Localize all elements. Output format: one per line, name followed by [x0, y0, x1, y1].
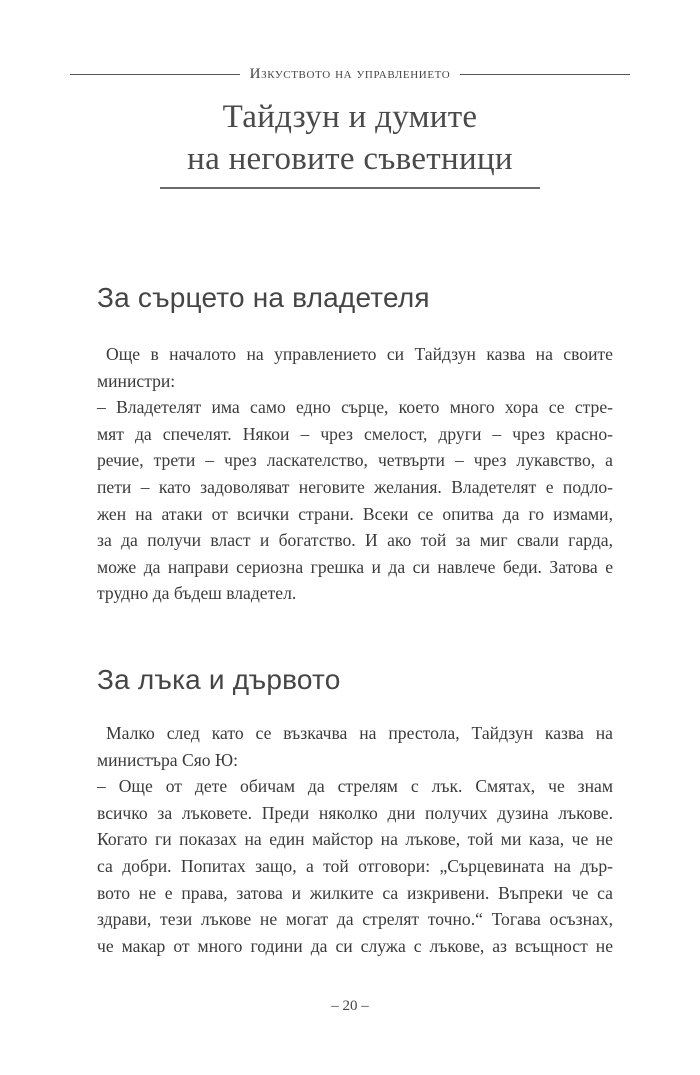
running-header-title: Изкуството на управлението	[249, 65, 451, 82]
text-line: за да получи власт и богатство. И ако той за миг свали гарда,	[97, 530, 613, 551]
chapter-title	[70, 96, 630, 180]
text-line: Още в началото на управлението си Тайдзун казва на своите	[106, 344, 613, 364]
text-line: трудно да бъдеш владетел.	[97, 583, 297, 604]
page-number: – 20 –	[331, 998, 369, 1014]
text-line: жен на атаки от всички страни. Всеки се опитва да го измами,	[97, 503, 613, 524]
text-line: министъра Сяо Ю:	[97, 749, 238, 770]
text-line: вото не е права, затова и жилките са изкривени. Въпреки че са	[97, 882, 613, 903]
text-line: пети – като задоволяват неговите желания. Владетелят е подло-	[97, 476, 613, 497]
section-heading: За лъка и дървото	[97, 664, 341, 695]
header-rule-left	[70, 74, 240, 75]
running-header	[70, 62, 630, 86]
section-body	[97, 720, 613, 959]
chapter-title-underline	[160, 187, 540, 189]
text-line: всичко за лъковете. Преди няколко дни получих дузина лъкове.	[97, 802, 613, 823]
chapter-title-line-1: Тайдзун и думите	[222, 99, 478, 135]
header-rule-right	[460, 74, 630, 75]
chapter-title-line-2: на неговите съветници	[187, 141, 513, 177]
text-line: здрави, тези лъкове не могат да стрелят точно.“ Тогава осъзнах,	[97, 909, 613, 930]
text-line: че макар от много години да си служа с лъкове, аз всъщност не	[97, 935, 613, 956]
text-line: Малко след като се възкачва на престола, Тайдзун казва на	[106, 723, 613, 743]
text-line: мят да спечелят. Някои – чрез смелост, други – чрез красно-	[97, 423, 613, 444]
section-heading: За сърцето на владетеля	[97, 282, 430, 313]
text-line: – Още от дете обичам да стрелям с лък. Смятах, че знам	[97, 776, 613, 797]
text-line: – Владетелят има само едно сърце, което много хора се стре-	[97, 397, 613, 418]
text-line: речие, трети – чрез ласкателство, четвърти – чрез лукавство, а	[97, 450, 613, 471]
text-line: министри:	[97, 370, 176, 391]
text-line: са добри. Попитах защо, а той отговори: „Сърцевината на дър-	[97, 855, 613, 876]
text-line: може да направи сериозна грешка и да си навлече беди. Затова е	[97, 556, 613, 577]
section-body	[97, 341, 613, 607]
text-line: Когато ги показах на един майстор на лъкове, той ми каза, че не	[97, 829, 613, 850]
